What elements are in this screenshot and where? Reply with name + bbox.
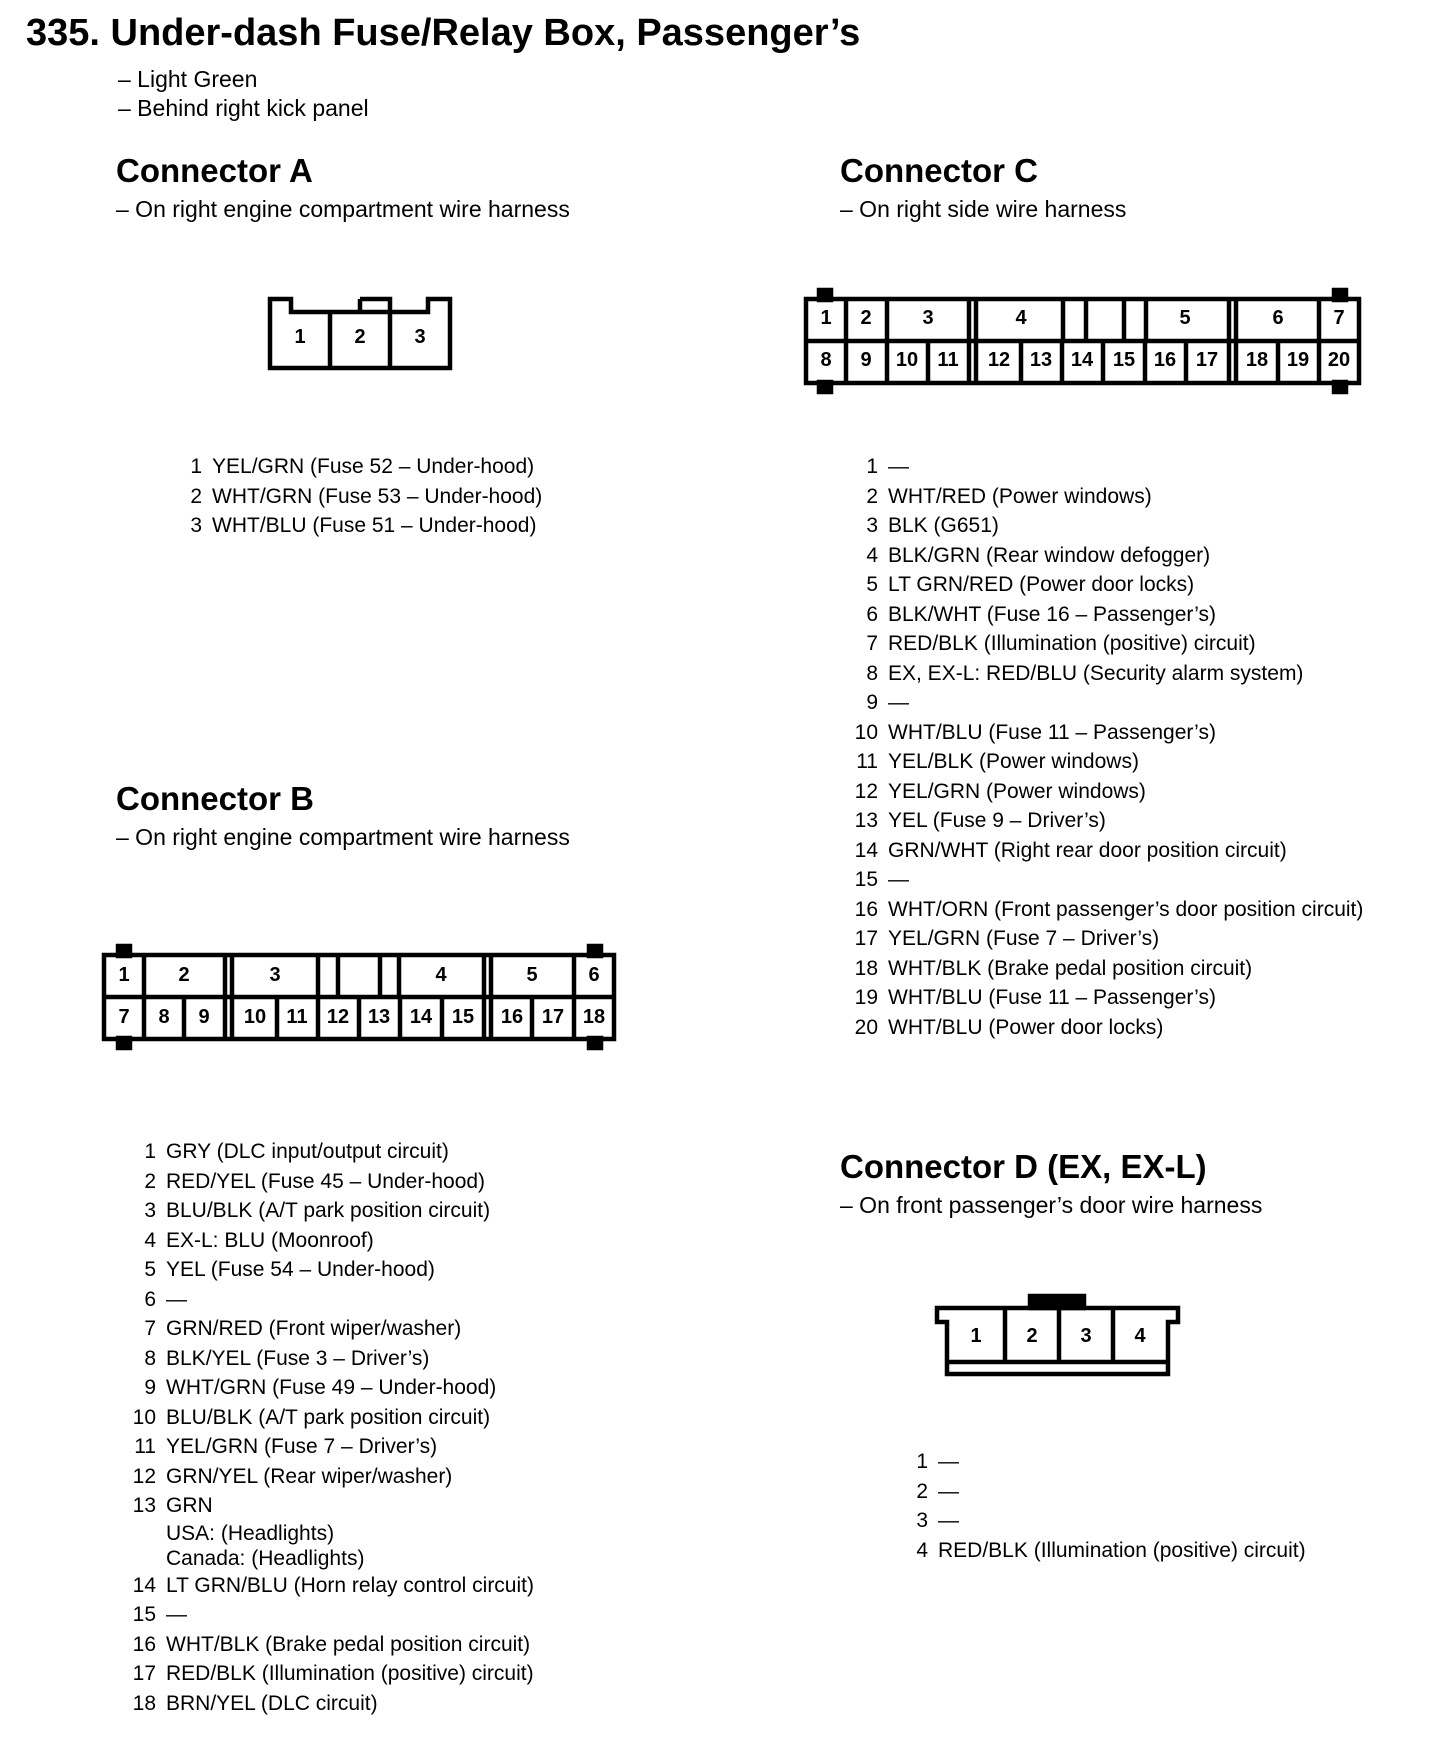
cell-label: 6 xyxy=(1272,307,1284,329)
pin-number: 1 xyxy=(866,455,878,478)
pin-number: 11 xyxy=(134,1435,156,1458)
pin-description xyxy=(888,747,1139,777)
pin-description xyxy=(212,482,542,512)
color-note: – Light Green xyxy=(118,66,258,92)
pin-description-line: — xyxy=(938,1479,959,1503)
pin-description-line: Canada: (Headlights) xyxy=(166,1546,365,1570)
pin-description xyxy=(888,600,1216,630)
pin-description xyxy=(212,452,534,482)
pin-row xyxy=(850,865,1363,895)
cell-label: 4 xyxy=(435,964,447,986)
pin-description-line: YEL/GRN (Fuse 52 – Under-hood) xyxy=(212,455,535,478)
pin-description-line: WHT/BLU (Fuse 11 – Passenger’s) xyxy=(888,720,1216,744)
pin-description xyxy=(938,1477,959,1507)
pin-number: 7 xyxy=(144,1317,156,1340)
pin-row xyxy=(850,983,1363,1013)
pin-number: 4 xyxy=(916,1538,928,1562)
pin-number: 17 xyxy=(132,1662,156,1685)
pin-description xyxy=(888,924,1159,954)
cell-label: 16 xyxy=(1153,349,1177,371)
pin-description xyxy=(166,1689,378,1719)
pin-description xyxy=(938,1447,959,1477)
cell-label: 1 xyxy=(118,964,130,986)
pin-description-line: WHT/BLU (Fuse 11 – Passenger’s) xyxy=(888,986,1216,1009)
pin-row xyxy=(182,511,542,541)
pin-row xyxy=(182,452,542,482)
pin-number: 3 xyxy=(144,1199,156,1222)
pin-description xyxy=(166,1403,490,1433)
connector-c-heading: Connector C xyxy=(840,152,1038,189)
cell-label: 18 xyxy=(1245,349,1269,371)
pin-row xyxy=(850,570,1363,600)
pin-description xyxy=(166,1255,435,1285)
pin-number: 1 xyxy=(190,455,202,478)
pin-description-line: LT GRN/RED (Power door locks) xyxy=(888,573,1195,596)
pin-row xyxy=(128,1571,534,1601)
cell-label: 10 xyxy=(243,1006,267,1028)
pin-row xyxy=(912,1506,1306,1536)
cell-label: 16 xyxy=(500,1006,524,1028)
pin-description-line: — xyxy=(888,691,909,714)
pin-number: 5 xyxy=(866,573,878,596)
pin-number: 10 xyxy=(132,1405,156,1429)
pin-description-line: BLU/BLK (A/T park position circuit) xyxy=(166,1405,491,1429)
pin-description xyxy=(166,1571,534,1601)
pin-description-line: BLK/GRN (Rear window defogger) xyxy=(888,543,1211,567)
pin-row xyxy=(128,1432,534,1462)
pin-row xyxy=(128,1462,534,1492)
pin-description-line: GRN/YEL (Rear wiper/washer) xyxy=(166,1464,453,1488)
connector-a-pin-list xyxy=(182,452,542,541)
cell-label: 12 xyxy=(987,349,1011,371)
pin-description xyxy=(888,954,1252,984)
connector-a-location: – On right engine compartment wire harness xyxy=(116,196,570,222)
pin-row xyxy=(850,747,1363,777)
cell-label: 4 xyxy=(1015,307,1027,329)
pin-row xyxy=(850,718,1363,748)
pin-number: 6 xyxy=(144,1287,156,1311)
cell-label: 9 xyxy=(198,1006,210,1028)
pin-description xyxy=(166,1344,429,1374)
pin-description-line: BLK/YEL (Fuse 3 – Driver’s) xyxy=(166,1346,430,1370)
pin-number: 1 xyxy=(916,1450,928,1473)
pin-description xyxy=(888,1013,1163,1043)
pin-description-line: BLU/BLK (A/T park position circuit) xyxy=(166,1199,491,1222)
pin-description-line: WHT/BLU (Fuse 51 – Under-hood) xyxy=(212,514,537,537)
cell-label: 4 xyxy=(1134,1325,1146,1347)
cell-label: 12 xyxy=(326,1006,350,1028)
pin-row xyxy=(850,895,1363,925)
cell-label: 17 xyxy=(1195,349,1219,371)
cell-label: 5 xyxy=(526,964,538,986)
pin-row xyxy=(850,541,1363,571)
pin-number: 1 xyxy=(144,1140,156,1163)
connector-b-location: – On right engine compartment wire harness xyxy=(116,824,570,850)
pin-description-line: GRN xyxy=(166,1494,213,1517)
pin-description-line: RED/BLK (Illumination (positive) circuit) xyxy=(166,1662,534,1685)
pin-description xyxy=(938,1536,1306,1566)
pin-description-line: — xyxy=(166,1287,187,1311)
pin-description xyxy=(888,895,1363,925)
pin-row xyxy=(128,1167,534,1197)
pin-description xyxy=(166,1167,485,1197)
pin-number: 16 xyxy=(132,1632,156,1656)
cell-label: 3 xyxy=(269,964,281,986)
pin-description xyxy=(888,718,1216,748)
pin-description-line: YEL/GRN (Power windows) xyxy=(888,779,1146,803)
pin-description-line: GRY (DLC input/output circuit) xyxy=(166,1140,449,1163)
pin-number: 12 xyxy=(854,779,878,803)
pin-description xyxy=(888,482,1152,512)
pin-description-line: — xyxy=(938,1509,959,1532)
pin-description-line: — xyxy=(166,1603,187,1626)
pin-row xyxy=(850,806,1363,836)
pin-description-line: EX-L: BLU (Moonroof) xyxy=(166,1228,374,1252)
connector-d-location: – On front passenger’s door wire harness xyxy=(840,1192,1263,1218)
pin-row xyxy=(128,1491,534,1571)
location-note: – Behind right kick panel xyxy=(118,95,369,121)
cell-label: 3 xyxy=(414,326,426,348)
page-title: 335. Under-dash Fuse/Relay Box, Passenger’s xyxy=(26,12,861,54)
cell-label: 2 xyxy=(860,307,872,329)
pin-description xyxy=(888,452,909,482)
pin-description xyxy=(166,1432,437,1462)
pin-description-line: YEL/GRN (Fuse 7 – Driver’s) xyxy=(888,927,1160,950)
pin-description-line: — xyxy=(938,1450,959,1473)
cell-label: 11 xyxy=(286,1006,308,1028)
pin-description-line: RED/BLK (Illumination (positive) circuit) xyxy=(888,632,1256,655)
pin-description-line: USA: (Headlights) xyxy=(166,1521,335,1545)
pin-number: 3 xyxy=(916,1509,928,1532)
cell-label: 1 xyxy=(294,326,306,348)
pin-number: 5 xyxy=(144,1258,156,1281)
pin-row xyxy=(850,452,1363,482)
pin-row xyxy=(850,777,1363,807)
cell-label: 7 xyxy=(118,1006,130,1028)
pin-number: 18 xyxy=(854,956,878,980)
pin-description xyxy=(166,1600,187,1630)
connector-b-pin-list xyxy=(128,1137,534,1718)
pin-description-line: EX, EX-L: RED/BLU (Security alarm system) xyxy=(888,661,1304,685)
pin-row xyxy=(912,1477,1306,1507)
pin-number: 18 xyxy=(132,1691,156,1715)
cell-label: 15 xyxy=(451,1006,475,1028)
pin-row xyxy=(128,1600,534,1630)
cell-label: 3 xyxy=(1080,1325,1092,1347)
cell-label: 1 xyxy=(970,1325,982,1347)
pin-row xyxy=(128,1226,534,1256)
cell-label: 3 xyxy=(922,307,934,329)
cell-label: 18 xyxy=(582,1006,606,1028)
pin-description xyxy=(888,836,1287,866)
pin-description-line: YEL (Fuse 54 – Under-hood) xyxy=(166,1258,435,1281)
pin-description-line: — xyxy=(888,455,909,478)
pin-number: 6 xyxy=(866,602,878,626)
connector-c-pin-list xyxy=(850,452,1363,1042)
pin-number: 8 xyxy=(866,661,878,685)
pin-number: 10 xyxy=(854,720,878,744)
pin-description-line: YEL/GRN (Fuse 7 – Driver’s) xyxy=(166,1435,438,1458)
cell-label: 17 xyxy=(541,1006,565,1028)
pin-number: 20 xyxy=(854,1015,878,1039)
pin-description xyxy=(888,629,1256,659)
pin-number: 2 xyxy=(866,484,878,508)
pin-row xyxy=(850,924,1363,954)
pin-row xyxy=(128,1137,534,1167)
pin-description xyxy=(166,1285,187,1315)
pin-description xyxy=(166,1373,496,1403)
pin-description-line: WHT/BLK (Brake pedal position circuit) xyxy=(166,1632,531,1656)
cell-label: 9 xyxy=(860,349,872,371)
pin-description-line: WHT/GRN (Fuse 49 – Under-hood) xyxy=(166,1376,497,1399)
pin-description-line: GRN/WHT (Right rear door position circuit) xyxy=(888,838,1287,862)
pin-description-line: LT GRN/BLU (Horn relay control circuit) xyxy=(166,1573,534,1597)
connector-b-diagram xyxy=(104,946,614,1048)
pin-description-line: RED/BLK (Illumination (positive) circuit) xyxy=(938,1538,1306,1562)
connector-c-location: – On right side wire harness xyxy=(840,196,1127,222)
pin-description-line: YEL/BLK (Power windows) xyxy=(888,750,1139,773)
pin-row xyxy=(850,688,1363,718)
pin-description-line: YEL (Fuse 9 – Driver’s) xyxy=(888,809,1106,832)
pin-row xyxy=(128,1285,534,1315)
pin-row xyxy=(850,836,1363,866)
pin-description-line: WHT/RED (Power windows) xyxy=(888,484,1152,508)
connector-d-heading: Connector D (EX, EX-L) xyxy=(840,1148,1207,1185)
pin-description-line: WHT/ORN (Front passenger’s door position circuit) xyxy=(888,897,1364,921)
pin-description xyxy=(888,865,909,895)
pin-row xyxy=(128,1255,534,1285)
connector-b-heading: Connector B xyxy=(116,780,314,817)
cell-label: 15 xyxy=(1112,349,1136,371)
cell-label: 2 xyxy=(178,964,190,986)
pin-row xyxy=(850,482,1363,512)
pin-row xyxy=(128,1689,534,1719)
pin-number: 15 xyxy=(854,868,878,891)
pin-description xyxy=(888,659,1303,689)
pin-description-line: WHT/GRN (Fuse 53 – Under-hood) xyxy=(212,484,543,508)
pin-row xyxy=(128,1659,534,1689)
cell-label: 2 xyxy=(354,326,366,348)
pin-number: 7 xyxy=(866,632,878,655)
pin-description xyxy=(166,1314,461,1344)
pin-description xyxy=(888,570,1194,600)
pin-row xyxy=(850,1013,1363,1043)
pin-description xyxy=(166,1659,534,1689)
cell-label: 14 xyxy=(1070,349,1094,371)
pin-description-line: BLK (G651) xyxy=(888,514,999,537)
pin-row xyxy=(850,954,1363,984)
pin-number: 2 xyxy=(916,1479,928,1503)
pin-description-line: — xyxy=(888,868,909,891)
pin-number: 13 xyxy=(854,809,878,832)
pin-number: 17 xyxy=(854,927,878,950)
cell-label: 11 xyxy=(937,349,959,371)
pin-row xyxy=(128,1196,534,1226)
pin-description xyxy=(888,511,999,541)
pin-row xyxy=(182,482,542,512)
pin-row xyxy=(128,1373,534,1403)
pin-row xyxy=(128,1630,534,1660)
cell-label: 6 xyxy=(588,964,600,986)
pin-number: 16 xyxy=(854,897,878,921)
pin-number: 2 xyxy=(144,1169,156,1193)
pin-row xyxy=(912,1536,1306,1566)
pin-row xyxy=(912,1447,1306,1477)
pin-description-line: WHT/BLK (Brake pedal position circuit) xyxy=(888,956,1253,980)
cell-label: 14 xyxy=(409,1006,433,1028)
pin-number: 14 xyxy=(854,838,878,862)
pin-description-line: WHT/BLU (Power door locks) xyxy=(888,1015,1164,1039)
pin-number: 4 xyxy=(144,1228,156,1252)
pin-number: 2 xyxy=(190,484,202,508)
pin-row xyxy=(850,629,1363,659)
cell-label: 7 xyxy=(1333,307,1345,329)
pin-number: 3 xyxy=(866,514,878,537)
pin-description-line: GRN/RED (Front wiper/washer) xyxy=(166,1317,462,1340)
pin-description-line: RED/YEL (Fuse 45 – Under-hood) xyxy=(166,1169,486,1193)
pin-number: 3 xyxy=(190,514,202,537)
pin-description xyxy=(212,511,536,541)
cell-label: 1 xyxy=(820,307,832,329)
pin-description xyxy=(888,777,1146,807)
pin-number: 9 xyxy=(144,1376,156,1399)
cell-label: 8 xyxy=(158,1006,170,1028)
pin-number: 13 xyxy=(132,1494,156,1517)
cell-label: 2 xyxy=(1026,1325,1038,1347)
cell-label: 5 xyxy=(1179,307,1191,329)
pin-description xyxy=(888,983,1216,1013)
pin-description xyxy=(938,1506,959,1536)
cell-label: 8 xyxy=(820,349,832,371)
pin-description-line: BRN/YEL (DLC circuit) xyxy=(166,1691,378,1715)
pin-number: 9 xyxy=(866,691,878,714)
pin-row xyxy=(850,511,1363,541)
pin-description xyxy=(166,1137,449,1167)
pin-row xyxy=(128,1314,534,1344)
pin-number: 14 xyxy=(132,1573,156,1597)
pin-description xyxy=(166,1462,452,1492)
pin-row xyxy=(850,600,1363,630)
pin-description xyxy=(166,1196,490,1226)
pin-number: 12 xyxy=(132,1464,156,1488)
pin-number: 11 xyxy=(856,750,878,773)
pin-description-line: BLK/WHT (Fuse 16 – Passenger’s) xyxy=(888,602,1216,626)
pin-number: 8 xyxy=(144,1346,156,1370)
pin-description xyxy=(888,688,909,718)
pin-description xyxy=(888,806,1106,836)
connector-a-heading: Connector A xyxy=(116,152,313,189)
pin-row xyxy=(128,1344,534,1374)
cell-label: 19 xyxy=(1286,349,1310,371)
pin-number: 19 xyxy=(854,986,878,1009)
pin-row xyxy=(850,659,1363,689)
pin-description xyxy=(166,1491,364,1571)
pin-description xyxy=(888,541,1210,571)
pin-row xyxy=(128,1403,534,1433)
cell-label: 20 xyxy=(1327,349,1351,371)
pin-number: 4 xyxy=(866,543,878,567)
connector-d-pin-list xyxy=(912,1447,1306,1565)
connector-c-diagram xyxy=(806,290,1359,392)
cell-label: 10 xyxy=(895,349,919,371)
cell-label: 13 xyxy=(367,1006,391,1028)
pin-description xyxy=(166,1226,374,1256)
pin-number: 15 xyxy=(132,1603,156,1626)
connector-a-cells xyxy=(294,326,425,348)
cell-label: 13 xyxy=(1029,349,1053,371)
pin-description xyxy=(166,1630,530,1660)
